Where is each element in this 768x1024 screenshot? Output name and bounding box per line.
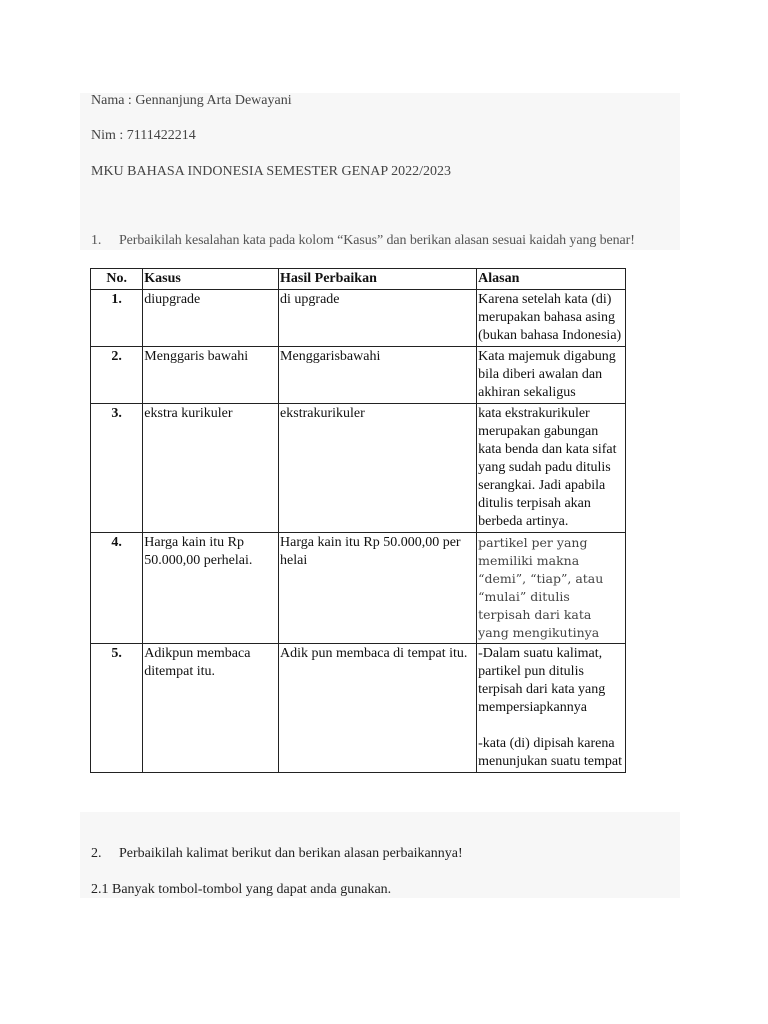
row-number: 4. (91, 533, 143, 644)
row-hasil: ekstrakurikuler (279, 404, 477, 533)
question-2-number: 2. (91, 846, 102, 861)
row-kasus: diupgrade (143, 290, 279, 347)
question-1-text: Perbaikilah kesalahan kata pada kolom “Kasus” dan berikan alasan sesuai kaidah yang benar! (119, 233, 635, 248)
question-2-1: 2.1 Banyak tombol-tombol yang dapat anda gunakan. (91, 882, 392, 897)
table-row (91, 290, 626, 347)
row-hasil: Menggarisbawahi (279, 347, 477, 404)
row-alasan: Kata majemuk digabung bila diberi awalan dan akhiran sekaligus (477, 347, 626, 404)
row-alasan: partikel per yang memiliki makna “demi”, “tiap”, atau “mulai” ditulis terpisah dari kata yang mengikutinya (477, 533, 626, 644)
question-2 (91, 846, 463, 862)
question-1-number: 1. (91, 233, 102, 248)
row-kasus: Adikpun membaca ditempat itu. (143, 644, 279, 773)
table-header-row (91, 269, 626, 290)
row-hasil: Adik pun membaca di tempat itu. (279, 644, 477, 773)
header-kasus: Kasus (143, 269, 279, 290)
row-alasan: -Dalam suatu kalimat, partikel pun ditulis terpisah dari kata yang mempersiapkannya -kata (di) dipisah karena menunjukan suatu tempat (477, 644, 626, 773)
correction-table (90, 268, 626, 773)
row-kasus: Menggaris bawahi (143, 347, 279, 404)
table-row (91, 347, 626, 404)
student-name: Nama : Gennanjung Arta Dewayani (91, 93, 292, 108)
row-number: 2. (91, 347, 143, 404)
question-2-text: Perbaikilah kalimat berikut dan berikan alasan perbaikannya! (119, 846, 463, 861)
question-1 (91, 233, 635, 249)
table-row (91, 644, 626, 773)
header-no: No. (91, 269, 143, 290)
student-nim: Nim : 7111422214 (91, 128, 196, 143)
row-kasus: Harga kain itu Rp 50.000,00 perhelai. (143, 533, 279, 644)
table-row (91, 404, 626, 533)
course-title: MKU BAHASA INDONESIA SEMESTER GENAP 2022/2023 (91, 164, 452, 179)
row-alasan: Karena setelah kata (di) merupakan bahasa asing (bukan bahasa Indonesia) (477, 290, 626, 347)
row-number: 1. (91, 290, 143, 347)
row-number: 3. (91, 404, 143, 533)
table-row (91, 533, 626, 644)
header-hasil: Hasil Perbaikan (279, 269, 477, 290)
header-alasan: Alasan (477, 269, 626, 290)
row-kasus: ekstra kurikuler (143, 404, 279, 533)
row-number: 5. (91, 644, 143, 773)
row-hasil: Harga kain itu Rp 50.000,00 per helai (279, 533, 477, 644)
row-alasan: kata ekstrakurikuler merupakan gabungan kata benda dan kata sifat yang sudah padu ditulis serangkai. Jadi apabila ditulis terpisah akan berbeda artinya. (477, 404, 626, 533)
row-hasil: di upgrade (279, 290, 477, 347)
